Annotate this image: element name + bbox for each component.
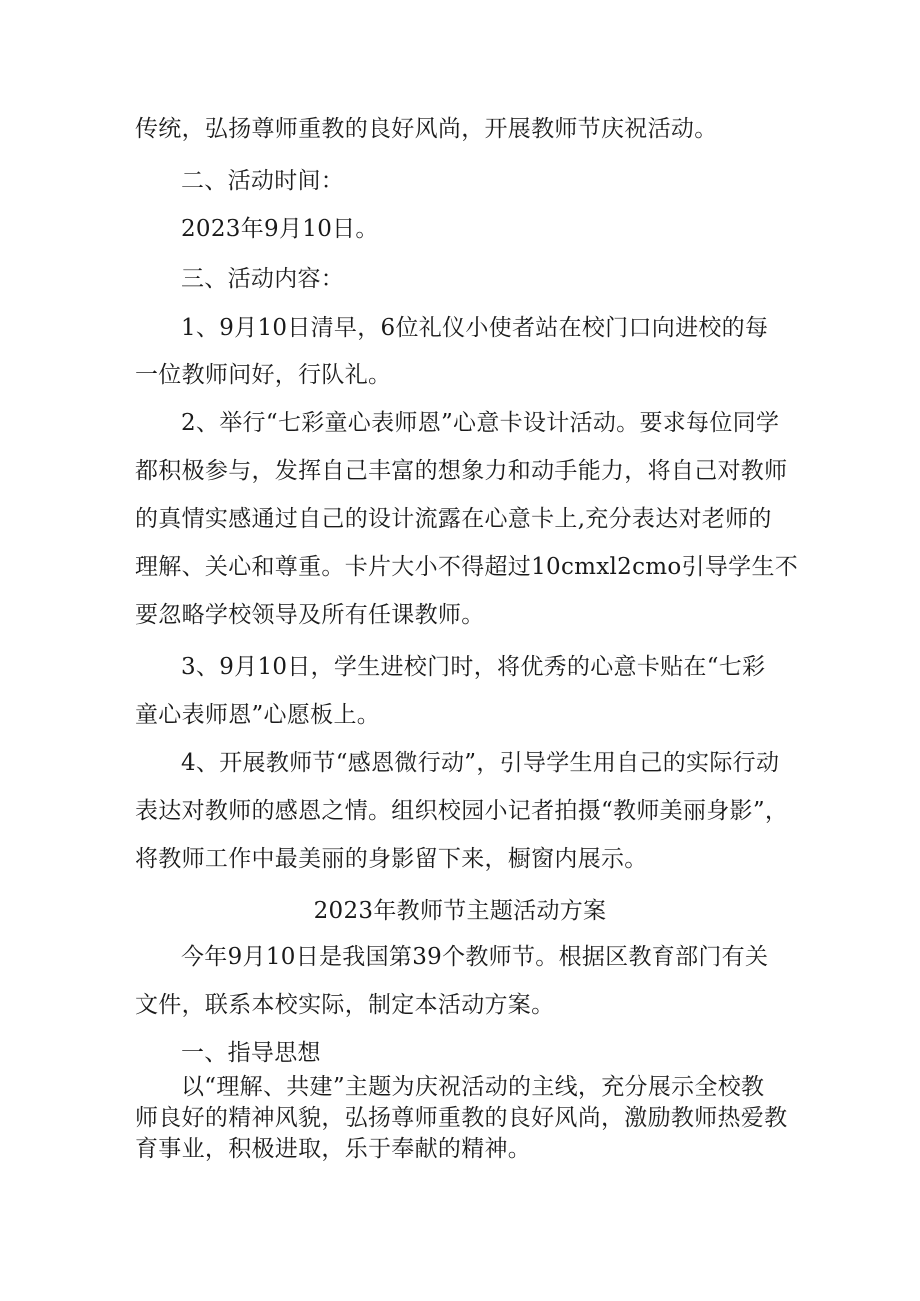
activity-date: 2023年9月10日。 xyxy=(181,216,379,242)
paragraph-line: 2、举行“七彩童心表师恩”心意卡设计活动。要求每位同学 xyxy=(181,410,780,436)
section-title: 2023年教师节主题活动方案 xyxy=(313,898,607,924)
paragraph-line: 师良好的精神风貌，弘扬尊师重教的良好风尚，激励教师热爱教 xyxy=(135,1105,788,1131)
section-heading-guiding-thought: 一、指导思想 xyxy=(181,1040,321,1066)
paragraph-line: 的真情实感通过自己的设计流露在心意卡上,充分表达对老师的 xyxy=(135,506,772,532)
paragraph-line: 一位教师问好，行队礼。 xyxy=(135,362,392,388)
paragraph-line: 理解、关心和尊重。卡片大小不得超过10cmxl2cmo引导学生不 xyxy=(135,554,799,580)
section-heading-content: 三、活动内容： xyxy=(181,266,345,292)
paragraph-line: 3、9月10日，学生进校门时，将优秀的心意卡贴在“七彩 xyxy=(181,654,766,680)
paragraph-line: 文件，联系本校实际，制定本活动方案。 xyxy=(135,992,555,1018)
paragraph-line: 今年9月10日是我国第39个教师节。根据区教育部门有关 xyxy=(181,944,769,970)
paragraph-line: 传统，弘扬尊师重教的良好风尚，开展教师节庆祝活动。 xyxy=(135,116,718,142)
paragraph-line: 表达对教师的感恩之情。组织校园小记者拍摄“教师美丽身影”， xyxy=(135,798,789,824)
paragraph-line: 将教师工作中最美丽的身影留下来，橱窗内展示。 xyxy=(135,846,648,872)
paragraph-line: 4、开展教师节“感恩微行动”，引导学生用自己的实际行动 xyxy=(181,750,780,776)
paragraph-line: 以“理解、共建”主题为庆祝活动的主线，充分展示全校教 xyxy=(181,1074,765,1100)
section-heading-time: 二、活动时间： xyxy=(181,168,345,194)
paragraph-line: 育事业，积极进取，乐于奉献的精神。 xyxy=(135,1136,532,1162)
paragraph-line: 都积极参与，发挥自己丰富的想象力和动手能力，将自己对教师 xyxy=(135,458,788,484)
paragraph-line: 1、9月10日清早，6位礼仪小使者站在校门口向进校的每 xyxy=(181,315,769,341)
paragraph-line: 童心表师恩”心愿板上。 xyxy=(135,702,381,728)
paragraph-line: 要忽略学校领导及所有任课教师。 xyxy=(135,602,485,628)
